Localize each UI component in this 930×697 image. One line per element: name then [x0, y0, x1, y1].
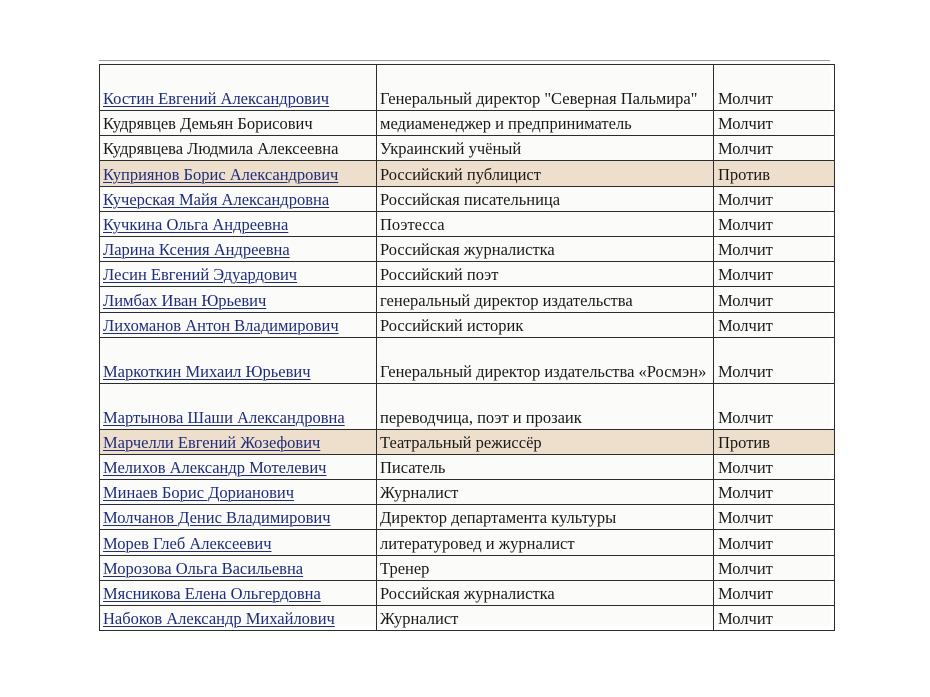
- status-cell: Молчит: [714, 111, 835, 136]
- name-cell: [100, 161, 377, 186]
- description-cell: литературовед и журналист: [377, 530, 714, 555]
- name-cell: [100, 236, 377, 261]
- person-name: Кудрявцев Демьян Борисович: [103, 114, 313, 134]
- name-cell: [100, 429, 377, 454]
- name-cell: [100, 287, 377, 312]
- table-row: [100, 505, 835, 530]
- person-name-link[interactable]: Мелихов Александр Мотелевич: [103, 458, 327, 478]
- description-cell: переводчица, поэт и прозаик: [377, 383, 714, 429]
- name-cell: [100, 65, 377, 111]
- table-row: [100, 111, 835, 136]
- status-cell: Молчит: [714, 211, 835, 236]
- description-cell: Российская писательница: [377, 186, 714, 211]
- status-cell: Молчит: [714, 505, 835, 530]
- description-cell: Журналист: [377, 480, 714, 505]
- status-cell: Молчит: [714, 186, 835, 211]
- description-cell: Писатель: [377, 454, 714, 479]
- person-name-link[interactable]: Морозова Ольга Васильевна: [103, 558, 304, 578]
- name-cell: [100, 211, 377, 236]
- person-name-link[interactable]: Ларина Ксения Андреевна: [103, 240, 290, 260]
- description-cell: Российский публицист: [377, 161, 714, 186]
- table-row: [100, 186, 835, 211]
- person-name-link[interactable]: Молчанов Денис Владимирович: [103, 508, 331, 528]
- status-cell: Против: [714, 429, 835, 454]
- name-cell: [100, 312, 377, 337]
- description-cell: Генеральный директор "Северная Пальмира": [377, 65, 714, 111]
- person-name-link[interactable]: Лесин Евгений Эдуардович: [103, 265, 298, 285]
- name-cell: [100, 337, 377, 383]
- status-cell: Молчит: [714, 454, 835, 479]
- table-row: [100, 65, 835, 111]
- person-name-link[interactable]: Марчелли Евгений Жозефович: [103, 432, 321, 452]
- status-cell: Молчит: [714, 312, 835, 337]
- description-cell: Украинский учёный: [377, 136, 714, 161]
- person-name-link[interactable]: Мартынова Шаши Александровна: [103, 407, 345, 427]
- status-cell: Молчит: [714, 530, 835, 555]
- status-cell: Молчит: [714, 136, 835, 161]
- table-row: [100, 454, 835, 479]
- person-name-link[interactable]: Куприянов Борис Александрович: [103, 164, 339, 184]
- status-cell: Молчит: [714, 262, 835, 287]
- status-cell: Молчит: [714, 580, 835, 605]
- table-row: [100, 555, 835, 580]
- status-cell: Молчит: [714, 383, 835, 429]
- person-name-link[interactable]: Кучкина Ольга Андреевна: [103, 214, 289, 234]
- top-rule: [99, 60, 830, 61]
- table-row: [100, 580, 835, 605]
- person-name-link[interactable]: Минаев Борис Дорианович: [103, 483, 295, 503]
- table-row: [100, 480, 835, 505]
- name-cell: [100, 454, 377, 479]
- table-row: [100, 211, 835, 236]
- description-cell: Театральный режиссёр: [377, 429, 714, 454]
- description-cell: медиаменеджер и предприниматель: [377, 111, 714, 136]
- table-row: [100, 337, 835, 383]
- table-row: [100, 262, 835, 287]
- table-row: [100, 530, 835, 555]
- person-name-link[interactable]: Костин Евгений Александрович: [103, 89, 330, 108]
- name-cell: [100, 111, 377, 136]
- description-cell: Российская журналистка: [377, 236, 714, 261]
- person-name-link[interactable]: Морев Глеб Алексеевич: [103, 533, 272, 553]
- name-cell: [100, 555, 377, 580]
- table-row: [100, 312, 835, 337]
- name-cell: [100, 262, 377, 287]
- name-cell: [100, 480, 377, 505]
- description-cell: Российский поэт: [377, 262, 714, 287]
- table-row: [100, 606, 835, 631]
- status-cell: Молчит: [714, 287, 835, 312]
- table-row: [100, 161, 835, 186]
- description-cell: Журналист: [377, 606, 714, 631]
- person-name-link[interactable]: Набоков Александр Михайлович: [103, 609, 335, 629]
- table-row: [100, 429, 835, 454]
- person-name-link[interactable]: Лихоманов Антон Владимирович: [103, 315, 339, 335]
- status-cell: Против: [714, 161, 835, 186]
- description-cell: Поэтесса: [377, 211, 714, 236]
- status-cell: Молчит: [714, 480, 835, 505]
- description-cell: Директор департамента культуры: [377, 505, 714, 530]
- table-row: [100, 136, 835, 161]
- table-row: [100, 287, 835, 312]
- description-cell: Российская журналистка: [377, 580, 714, 605]
- name-cell: [100, 186, 377, 211]
- person-name-link[interactable]: Маркоткин Михаил Юрьевич: [103, 361, 311, 381]
- status-cell: Молчит: [714, 65, 835, 111]
- table-row: [100, 383, 835, 429]
- status-cell: Молчит: [714, 555, 835, 580]
- person-name-link[interactable]: Кучерская Майя Александровна: [103, 189, 330, 209]
- person-name: Кудрявцева Людмила Алексеевна: [103, 139, 339, 159]
- description-cell: Российский историк: [377, 312, 714, 337]
- table-row: [100, 236, 835, 261]
- description-cell: Генеральный директор издательства «Росмэн»: [377, 337, 714, 383]
- description-cell: генеральный директор издательства: [377, 287, 714, 312]
- name-cell: [100, 136, 377, 161]
- name-cell: [100, 383, 377, 429]
- people-table: [99, 64, 835, 631]
- name-cell: [100, 505, 377, 530]
- status-cell: Молчит: [714, 236, 835, 261]
- people-table-body: [100, 65, 835, 631]
- status-cell: Молчит: [714, 606, 835, 631]
- status-cell: Молчит: [714, 337, 835, 383]
- person-name-link[interactable]: Лимбах Иван Юрьевич: [103, 290, 267, 310]
- name-cell: [100, 580, 377, 605]
- description-cell: Тренер: [377, 555, 714, 580]
- name-cell: [100, 530, 377, 555]
- person-name-link[interactable]: Мясникова Елена Ольгердовна: [103, 584, 321, 603]
- name-cell: [100, 606, 377, 631]
